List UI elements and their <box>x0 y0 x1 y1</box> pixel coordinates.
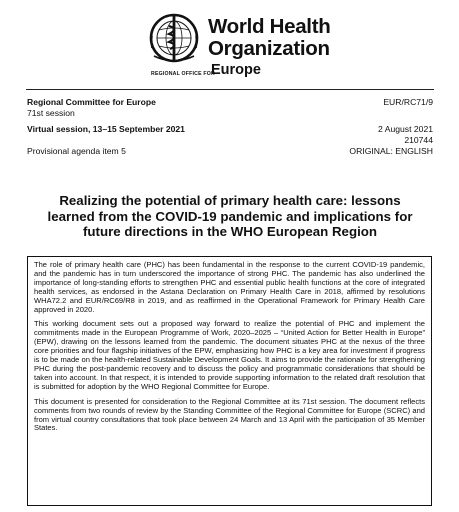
session-details: Virtual session, 13–15 September 2021 <box>27 124 185 134</box>
abstract-paragraph-3: This document is presented for consideration to the Regional Committee at its 71st session. The document reflects comments from two rounds of review by the Standing Committee of the Regional Committee for Europe (SCRC) and from virtual country consultations that took place between 24 March and 13 April with the participation of 35 Member States. <box>34 396 425 433</box>
regional-office-label: REGIONAL OFFICE FOR <box>151 71 215 77</box>
region-label: Europe <box>211 62 261 78</box>
org-name-line2: Organization <box>208 37 330 60</box>
document-meta-session <box>27 124 433 157</box>
abstract-paragraph-2: This working document sets out a proposed way forward to realize the potential of PHC and implement the commitments made in the European Programme of Work, 2020–2025 – “United Action for Better Health in Europe” (EPW), drawing on the lessons learned from the pandemic. The document situates PHC at the nexus of the three core priorities and four flagship initiatives of the EPW, emphasizing how PHC is a key area for investment if progress is to be made on the health-related Sustainable Development Goals. It aims to provide the rationale for strengthening PHC during the post-pandemic recovery and to discuss the policy and programmatic considerations that should be taken into account. In that respect, it is intended to provide supporting information to the related draft resolution that is submitted for adoption by the WHO Regional Committee for Europe. <box>34 319 425 391</box>
title-line-3: future directions in the WHO European Region <box>82 224 378 240</box>
who-emblem-icon <box>148 12 200 64</box>
agenda-item: Provisional agenda item 5 <box>27 146 126 156</box>
doc-code: EUR/RC71/9 <box>383 97 433 107</box>
doc-date: 2 August 2021 <box>378 124 433 134</box>
title-line-1: Realizing the potential of primary health care: lessons <box>59 193 401 208</box>
document-meta-top <box>27 97 433 119</box>
session-label: 71st session <box>27 108 75 118</box>
document-title <box>30 193 430 240</box>
abstract-box <box>27 256 432 506</box>
doc-number: 210744 <box>404 135 433 145</box>
committee-name: Regional Committee for Europe <box>27 97 156 107</box>
title-line-2: learned from the COVID-19 pandemic and implications for <box>47 208 413 224</box>
abstract-paragraph-1: The role of primary health care (PHC) has been fundamental in the response to the current COVID-19 pandemic, and the pandemic has in turn underscored the importance of strong PHC. The pandemic has also underlined the importance of long-standing efforts to strengthen PHC and essential public health functions at the core of integrated health services, as endorsed in the Astana Declaration on Primary Health Care in 2018, affirmed by resolutions WHA72.2 and EUR/RC69/R8 in 2019, and as reaffirmed in the Operational Framework for Primary Health Care approved in 2020. <box>34 260 425 314</box>
original-language: ORIGINAL: ENGLISH <box>349 146 433 156</box>
org-name-line1: World Health <box>208 15 331 38</box>
who-logo <box>148 12 448 82</box>
header-divider <box>26 89 434 90</box>
org-name <box>208 16 330 60</box>
